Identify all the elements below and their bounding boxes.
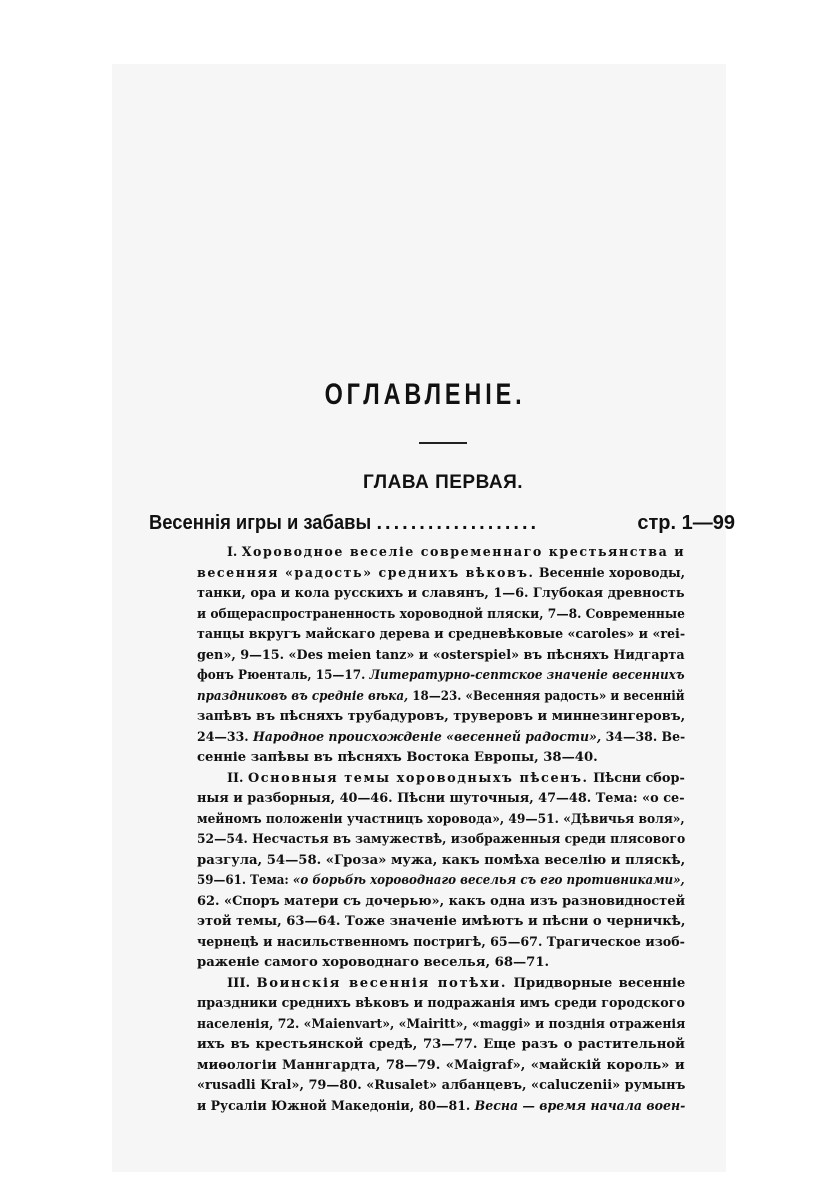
text-line [197, 789, 685, 810]
text-run: Весенніе хороводы, [534, 565, 686, 581]
text-line [197, 687, 685, 708]
text-line [197, 748, 685, 769]
section-title: Весеннія игры и забавы [149, 512, 372, 534]
section-contents [197, 543, 685, 1117]
text-run: населенія, 72. «Maienvart», «Mairitt», «maggi» и позднія отраженія [197, 1016, 686, 1032]
text-run: разгула, 54—58. «Гроза» мужа, какъ помѣха веселію и пляскѣ, [197, 852, 686, 868]
section-pages: стр. 1—99 [637, 512, 735, 534]
text-run: сенніе запѣвы въ пѣсняхъ Востока Европы, 38—40. [197, 750, 598, 765]
text-run: праздники среднихъ вѣковъ и подражанія имъ среди городского [197, 996, 685, 1011]
text-line [197, 830, 685, 851]
text-line [197, 892, 685, 913]
text-run: Весна — время начала воен- [474, 1098, 686, 1114]
text-run: 24—33. [197, 729, 253, 745]
text-run: Литературно-сеnтское значенiе весеннихъ [369, 668, 685, 683]
text-run: 18—23. «Весенняя радость» и весеннiй [408, 688, 685, 704]
toc-paragraph [197, 543, 685, 769]
text-line [197, 871, 685, 892]
text-run: gen», 9—15. «Des meien tanz» и «osterspiel» въ пѣсняхъ Нидгарта [197, 647, 685, 663]
text-line [197, 1056, 685, 1077]
text-line [197, 605, 685, 626]
text-line [197, 912, 685, 933]
text-run: Воинскія весеннія потѣхи. [256, 975, 508, 991]
text-line [197, 1097, 685, 1118]
text-run: миѳологіи Маннгардта, 78—79. «Maigraf», «майскій король» и [197, 1057, 685, 1073]
text-line [197, 974, 685, 995]
text-line [197, 728, 685, 749]
dot-leader: ................... [376, 512, 540, 534]
text-line [197, 1015, 685, 1036]
text-run: 62. «Споръ матери съ дочерью», какъ одна изъ разновидностей [197, 893, 686, 909]
toc-paragraph [197, 769, 685, 974]
text-run: 34—38. Ве- [601, 729, 686, 745]
text-line [197, 1076, 685, 1097]
text-run: ихъ въ крестьянской средѣ, 73—77. Еще разъ о растительной [197, 1037, 685, 1052]
section-entry [149, 512, 735, 535]
text-run: Хороводное веселіе современнаго крестьянства и [241, 545, 686, 560]
text-run: этой темы, 63—64. Тоже значеніе имѣютъ и пѣсни о черничкѣ, [197, 914, 686, 929]
text-run: фонъ Рюенталь, 15—17. [197, 668, 370, 683]
text-run: 59—61. Тема: [197, 873, 293, 888]
text-line [197, 851, 685, 872]
text-line [197, 769, 685, 790]
text-line [197, 953, 685, 974]
text-line [197, 994, 685, 1015]
text-line [197, 564, 685, 585]
text-run: запѣвъ въ пѣсняхъ трубадуровъ, труверовъ и миннезингеровъ, [197, 709, 686, 724]
text-run: праздниковъ въ средніе вѣка, [197, 688, 409, 704]
text-run: II. [227, 770, 248, 786]
text-line [197, 584, 685, 605]
text-run: раженіе самого хороводнаго веселья, 68—71. [197, 955, 550, 970]
toc-paragraph [197, 974, 685, 1118]
page-title: ОГЛАВЛЕНІЕ. [324, 378, 526, 411]
chapter-heading: ГЛАВА ПЕРВАЯ. [362, 472, 524, 493]
text-run: весенняя «радость» среднихъ вѣковъ. [197, 565, 535, 581]
text-run: танцы вкругъ майскаго дерева и средневѣковые «caroles» и «rei- [197, 627, 686, 642]
text-run: танки, ора и кола русскихъ и славянъ, 1—6. Глубокая древность [197, 586, 685, 601]
text-line [197, 933, 685, 954]
text-line [197, 707, 685, 728]
text-run: ныя и разборныя, 40—46. Пѣсни шуточныя, 47—48. Тема: «о се- [197, 791, 685, 806]
text-run: мейномъ положеніи участницъ хоровода», 49—51. «Дѣвичья воля», [197, 811, 685, 827]
text-run: 52—54. Несчастья въ замужествѣ, изображенныя среди плясового [197, 832, 686, 847]
text-run: «о борьбѣ хороводнаго веселья съ его противниками», [292, 873, 685, 888]
text-line [197, 543, 685, 564]
text-run: Народное происхожденіе «весенней радости», [252, 729, 602, 745]
text-run: чернецѣ и насильственномъ постригѣ, 65—67. Трагическое изоб- [197, 934, 685, 950]
text-run: и общераспространенность хороводной пляски, 7—8. Современные [197, 606, 685, 622]
text-line [197, 646, 685, 667]
text-run: и Русаліи Южной Македоніи, 80—81. [197, 1098, 475, 1114]
text-run: «rusadli Kral», 79—80. «Rusalet» албанцевъ, «caluczenii» румынъ [197, 1078, 686, 1093]
text-run: Пѣсни сбор- [588, 770, 685, 786]
text-run: III. [227, 975, 257, 991]
text-run: I. [227, 545, 242, 560]
text-line [197, 1035, 685, 1056]
text-line [197, 666, 685, 687]
title-divider [419, 442, 467, 444]
text-line [197, 810, 685, 831]
text-line [197, 625, 685, 646]
text-run: Придворные весенніе [507, 975, 686, 991]
text-run: Основныя темы хороводныхъ пѣсенъ. [247, 770, 589, 786]
